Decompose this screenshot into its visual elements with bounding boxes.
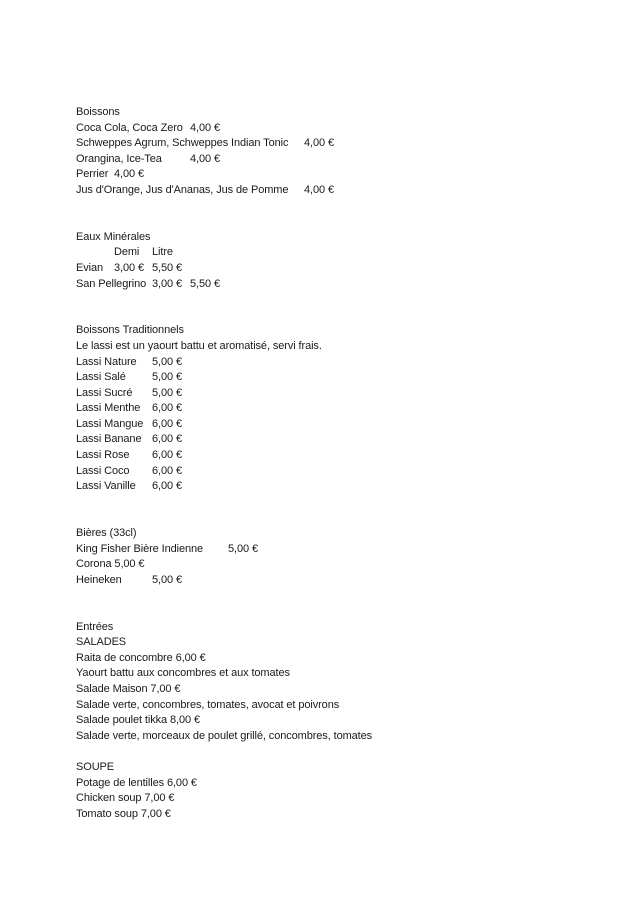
line-lassi-menthe: Lassi Menthe 6,00 € [76, 402, 182, 415]
heading-boissons: Boissons [76, 106, 120, 118]
heading-entrees: Entrées [76, 620, 114, 633]
line-lassi-rose: Lassi Rose 6,00 € [76, 449, 182, 462]
section-bieres [76, 526, 580, 588]
line-king-fisher: King Fisher Bière Indienne 5,00 € [76, 542, 258, 555]
line-heineken: Heineken 5,00 € [76, 573, 182, 586]
line-salade-poulet-description: Salade verte, morceaux de poulet grillé, concombres, tomates [76, 729, 373, 742]
line-lassi-description: Le lassi est un yaourt battu et aromatisé, servi frais. [76, 339, 322, 352]
heading-salades: SALADES [76, 636, 127, 649]
line-lassi-coco: Lassi Coco 6,00 € [76, 464, 182, 477]
line-raita-description: Yaourt battu aux concombres et aux tomates [76, 667, 290, 680]
line-tomato-soup: Tomato soup 7,00 € [76, 807, 171, 820]
heading-eaux-minerales: Eaux Minérales [76, 230, 151, 243]
line-lassi-sucre: Lassi Sucré 5,00 € [76, 386, 182, 399]
line-coca-cola: Coca Cola, Coca Zero 4,00 € [76, 121, 220, 134]
section-boissons-traditionnels [76, 323, 580, 495]
line-orangina: Orangina, Ice-Tea 4,00 € [76, 152, 220, 165]
line-lassi-banane: Lassi Banane 6,00 € [76, 433, 182, 446]
heading-soupe: SOUPE [76, 760, 115, 773]
line-evian: Evian 3,00 € 5,50 € [76, 261, 182, 274]
line-raita: Raita de concombre 6,00 € [76, 651, 206, 664]
line-salade-poulet-tikka: Salade poulet tikka 8,00 € [76, 714, 200, 727]
heading-bieres: Bières (33cl) [76, 527, 137, 540]
line-lassi-mangue: Lassi Mangue 6,00 € [76, 417, 182, 430]
heading-boissons-traditionnels: Boissons Traditionnels [76, 324, 184, 337]
line-potage-lentilles: Potage de lentilles 6,00 € [76, 776, 197, 789]
line-corona: Corona 5,00 € [76, 558, 145, 571]
line-lassi-sale: Lassi Salé 5,00 € [76, 371, 182, 384]
section-entrees-salades [76, 620, 580, 745]
line-schweppes: Schweppes Agrum, Schweppes Indian Tonic 4,00 € [76, 137, 334, 150]
line-size-header: Demi Litre [76, 246, 173, 259]
line-chicken-soup: Chicken soup 7,00 € [76, 792, 175, 805]
line-perrier: Perrier 4,00 € [76, 168, 144, 181]
line-salade-maison-description: Salade verte, concombres, tomates, avocat et poivrons [76, 698, 340, 711]
line-lassi-nature: Lassi Nature 5,00 € [76, 355, 182, 368]
line-san-pellegrino: San Pellegrino 3,00 € 5,50 € [76, 277, 220, 290]
line-salade-maison: Salade Maison 7,00 € [76, 682, 181, 695]
section-boissons [76, 105, 580, 199]
line-jus: Jus d'Orange, Jus d'Ananas, Jus de Pomme 4,00 € [76, 183, 334, 196]
line-lassi-vanille: Lassi Vanille 6,00 € [76, 480, 182, 493]
section-eaux-minerales [76, 230, 580, 292]
section-soupe [76, 760, 580, 822]
